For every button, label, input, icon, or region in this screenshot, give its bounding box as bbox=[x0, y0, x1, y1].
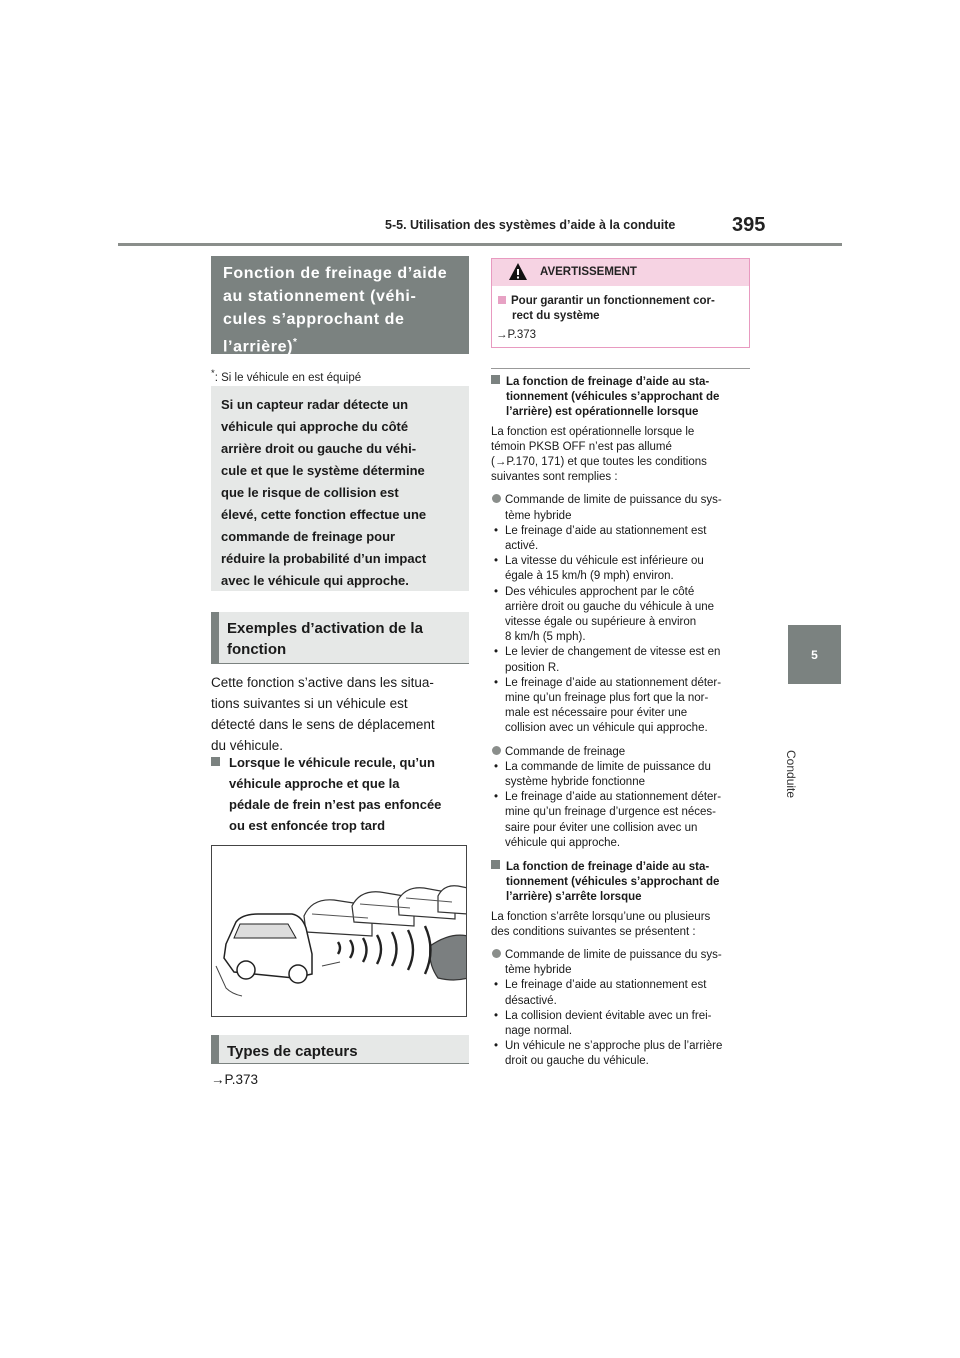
footnote: *: Si le véhicule en est équipé bbox=[211, 368, 362, 384]
text-line: cule et que le système détermine bbox=[221, 463, 425, 478]
text-line: commande de freinage pour bbox=[221, 529, 396, 544]
text-line: véhicule approche et que la bbox=[229, 776, 400, 791]
chapter-tab: 5 bbox=[788, 625, 841, 684]
car-scene-svg bbox=[212, 846, 467, 1017]
text-line: Cette fonction s’active dans les situa- bbox=[211, 675, 434, 690]
text-line: élevé, cette fonction effectue une bbox=[221, 507, 427, 522]
text-line: ou est enfoncée trop tard bbox=[229, 818, 386, 833]
text-line: détecté dans le sens de déplacement bbox=[211, 717, 435, 732]
text-line: avec le véhicule qui approche. bbox=[221, 573, 409, 588]
square-bullet-icon bbox=[211, 757, 220, 766]
text-line: Lorsque le véhicule recule, qu’un bbox=[229, 755, 435, 770]
warning-page-reference-link[interactable]: →P.373 bbox=[496, 329, 537, 341]
circle-bullet-icon bbox=[492, 949, 501, 958]
text-line: véhicule qui approche du côté bbox=[221, 419, 409, 434]
text-line: pédale de frein n’est pas enfoncée bbox=[229, 797, 442, 812]
illustration-reversing-car bbox=[211, 845, 467, 1017]
subsection-title: La fonction de freinage d’aide au sta- tionnement (véhicules s’approchant de l’arrière) s’arrête lorsque bbox=[491, 860, 751, 875]
page-number: 395 bbox=[732, 214, 766, 236]
section-title-examples: Exemples d’activation de la fonction bbox=[211, 612, 469, 664]
text-line: que le risque de collision est bbox=[221, 485, 399, 500]
intro-paragraph bbox=[211, 672, 469, 756]
summary-box bbox=[211, 386, 469, 591]
text-line: arrière droit ou gauche du véhi- bbox=[221, 441, 417, 456]
right-column-content: La fonction de freinage d’aide au sta- tionnement (véhicules s’approchant de l’arrière) est opérationnelle lorsque La fonction est opérationnelle lorsque le témoin PKSB OFF n’est pas allumé (→P.170, 171) et que toutes les conditions suivantes sont remplies : Commande de limite de puissance du sys- tème hybride • Le freinage d’aide au stationnement est activé. • La vitesse du véhicule est inférieure ou égale à 15 km/h (9 mph) environ. • Des véhicules approchent par le côté arrière droit ou gauche du véhicule à une vitesse égale ou supérieure à environ 8 km/h (5 mph). • Le levier de changement de vitesse est en position R. • Le freinage d’aide au stationnement déter- mine qu’un freinage plus fort que la nor- male est nécessaire pour éviter une collision avec un véhicule qui approche. Commande de freinage • La commande de limite de puissance du système hybride fonctionne • Le freinage d’aide au stationnement déter- mine qu’un freinage d’urgence est néces- saire pour éviter une collision avec un véhicule qui approche. La fonction de freinage d’aide au sta- tionnement (véhicules s’approchant de l’arrière) s’arrête lorsque La fonction s’arrête lorsqu’une ou plusieurs des conditions suivantes se présentent : Commande de limite de puissance du sys- tème hybride • Le freinage d’aide au stationnement est désactivé. • La collision devient évitable avec un frei- nage normal. • Un véhicule ne s’approche plus de l’arrière droit ou gauche du véhicule. bbox=[491, 0, 751, 1358]
running-header: 5-5. Utilisation des systèmes d’aide à la conduite bbox=[385, 218, 676, 232]
paragraph: La fonction est opérationnelle lorsque le témoin PKSB OFF n’est pas allumé (→P.170, 171) et que toutes les conditions suivantes sont remplies : bbox=[491, 425, 707, 484]
paragraph: La fonction s’arrête lorsqu’une ou plusieurs des conditions suivantes se présentent : bbox=[491, 910, 711, 938]
square-bullet-icon bbox=[491, 375, 500, 384]
page-reference-link[interactable]: →P.373 bbox=[211, 1072, 259, 1087]
square-bullet-icon bbox=[491, 860, 500, 869]
circle-bullet-icon bbox=[492, 494, 501, 503]
feature-title-box: Fonction de freinage d’aide au stationnement (véhi- cules s’approchant de l’arrière)* bbox=[211, 256, 469, 354]
subsection-title: La fonction de freinage d’aide au sta- tionnement (véhicules s’approchant de l’arrière) est opérationnelle lorsque bbox=[491, 375, 751, 390]
text-line: du véhicule. bbox=[211, 738, 284, 753]
warning-item: Pour garantir un fonctionnement cor- rect du système bbox=[498, 294, 743, 324]
warning-title: AVERTISSEMENT bbox=[540, 266, 637, 278]
text-line: Si un capteur radar détecte un bbox=[221, 397, 409, 412]
section-title-sensors: Types de capteurs bbox=[211, 1035, 469, 1064]
text-line: tions suivantes si un véhicule est bbox=[211, 696, 408, 711]
circle-bullet-icon bbox=[492, 746, 501, 755]
chapter-tab-label: Conduite bbox=[784, 750, 798, 799]
case-item bbox=[211, 752, 469, 833]
text-line: réduire la probabilité d’un impact bbox=[221, 551, 427, 566]
